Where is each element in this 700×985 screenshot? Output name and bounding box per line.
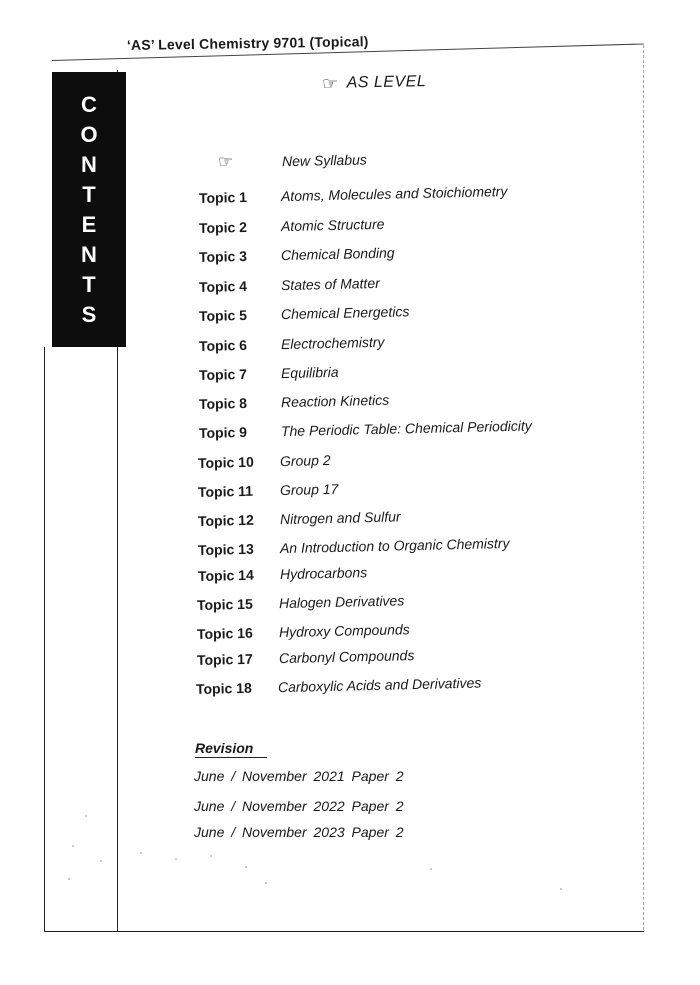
topic-row[interactable] bbox=[199, 303, 410, 324]
syllabus-entry[interactable] bbox=[218, 150, 367, 170]
topic-row[interactable] bbox=[198, 452, 331, 471]
pointing-hand-icon: ☞ bbox=[217, 152, 234, 172]
topic-title: An Introduction to Organic Chemistry bbox=[279, 534, 510, 557]
revision-item[interactable]: June / November 2022 Paper 2 bbox=[194, 798, 404, 814]
revision-item[interactable]: June / November 2021 Paper 2 bbox=[194, 768, 404, 784]
topic-number: Topic 10 bbox=[197, 453, 254, 471]
topic-number: Topic 11 bbox=[197, 482, 254, 500]
topic-row[interactable] bbox=[197, 647, 415, 668]
topic-title: Halogen Derivatives bbox=[278, 592, 405, 612]
topic-title: Equilibria bbox=[280, 363, 339, 382]
topic-row[interactable] bbox=[198, 481, 339, 500]
topic-row[interactable] bbox=[199, 364, 339, 383]
topic-row[interactable] bbox=[198, 535, 510, 558]
topic-number: Topic 3 bbox=[198, 247, 248, 265]
revision-heading: Revision bbox=[195, 740, 267, 758]
tab-letter: E bbox=[81, 212, 97, 237]
topic-row[interactable] bbox=[199, 275, 380, 295]
topic-title: Nitrogen and Sulfur bbox=[279, 508, 401, 528]
topic-title: Chemical Bonding bbox=[280, 244, 395, 264]
topic-title: Carboxylic Acids and Derivatives bbox=[277, 674, 482, 696]
topic-number: Topic 7 bbox=[198, 365, 248, 383]
pointing-hand-icon: ☞ bbox=[321, 73, 339, 94]
topic-number: Topic 16 bbox=[196, 624, 253, 642]
topic-row[interactable] bbox=[196, 675, 482, 697]
tab-letter: S bbox=[81, 302, 97, 327]
topic-row[interactable] bbox=[198, 508, 401, 529]
tab-letter: O bbox=[80, 122, 98, 147]
topic-title: Atomic Structure bbox=[280, 215, 385, 235]
topic-title: The Periodic Table: Chemical Periodicity bbox=[280, 417, 532, 440]
topic-number: Topic 1 bbox=[198, 188, 248, 206]
topic-number: Topic 9 bbox=[198, 423, 248, 441]
topic-number: Topic 6 bbox=[198, 336, 248, 354]
topic-title: Group 17 bbox=[279, 480, 339, 499]
tab-letter: T bbox=[82, 182, 96, 207]
topic-title: Carbonyl Compounds bbox=[278, 647, 415, 667]
topic-number: Topic 4 bbox=[198, 277, 248, 295]
contents-side-tab bbox=[52, 72, 126, 347]
topic-row[interactable] bbox=[197, 621, 410, 642]
topic-row[interactable] bbox=[199, 183, 508, 206]
topic-row[interactable] bbox=[199, 392, 389, 412]
topic-number: Topic 17 bbox=[196, 650, 253, 668]
revision-item[interactable]: June / November 2023 Paper 2 bbox=[194, 824, 404, 840]
topic-number: Topic 13 bbox=[197, 540, 254, 558]
tab-letter: N bbox=[81, 242, 97, 267]
topic-row[interactable] bbox=[198, 564, 367, 584]
topic-row[interactable] bbox=[197, 592, 405, 613]
book-title: ‘AS’ Level Chemistry 9701 (Topical) bbox=[126, 33, 369, 53]
tab-letter: C bbox=[81, 92, 97, 117]
section-heading bbox=[322, 73, 427, 93]
syllabus-label: New Syllabus bbox=[281, 150, 367, 169]
frame-left-border bbox=[44, 347, 45, 932]
tab-letter: N bbox=[81, 152, 97, 177]
topic-number: Topic 2 bbox=[198, 218, 248, 236]
topic-title: Chemical Energetics bbox=[280, 303, 410, 323]
section-heading-label: AS LEVEL bbox=[346, 73, 427, 92]
topic-number: Topic 5 bbox=[198, 306, 248, 324]
topic-row[interactable] bbox=[199, 216, 385, 236]
tab-letter: T bbox=[82, 272, 96, 297]
topic-row[interactable] bbox=[199, 334, 385, 354]
topic-title: Group 2 bbox=[279, 451, 331, 470]
topic-title: Hydroxy Compounds bbox=[278, 621, 410, 641]
topic-number: Topic 12 bbox=[197, 511, 254, 529]
frame-bottom-border bbox=[44, 931, 644, 932]
topic-number: Topic 15 bbox=[196, 595, 253, 613]
topic-title: States of Matter bbox=[280, 274, 380, 294]
topic-title: Reaction Kinetics bbox=[280, 391, 390, 411]
frame-right-border bbox=[643, 45, 644, 930]
topic-number: Topic 8 bbox=[198, 394, 248, 412]
topic-row[interactable] bbox=[199, 245, 395, 265]
topic-title: Atoms, Molecules and Stoichiometry bbox=[280, 183, 508, 205]
topic-row[interactable] bbox=[199, 417, 532, 441]
topic-title: Hydrocarbons bbox=[279, 564, 368, 583]
topic-title: Electrochemistry bbox=[280, 333, 385, 353]
topic-number: Topic 18 bbox=[195, 679, 252, 697]
topic-number: Topic 14 bbox=[197, 566, 254, 584]
